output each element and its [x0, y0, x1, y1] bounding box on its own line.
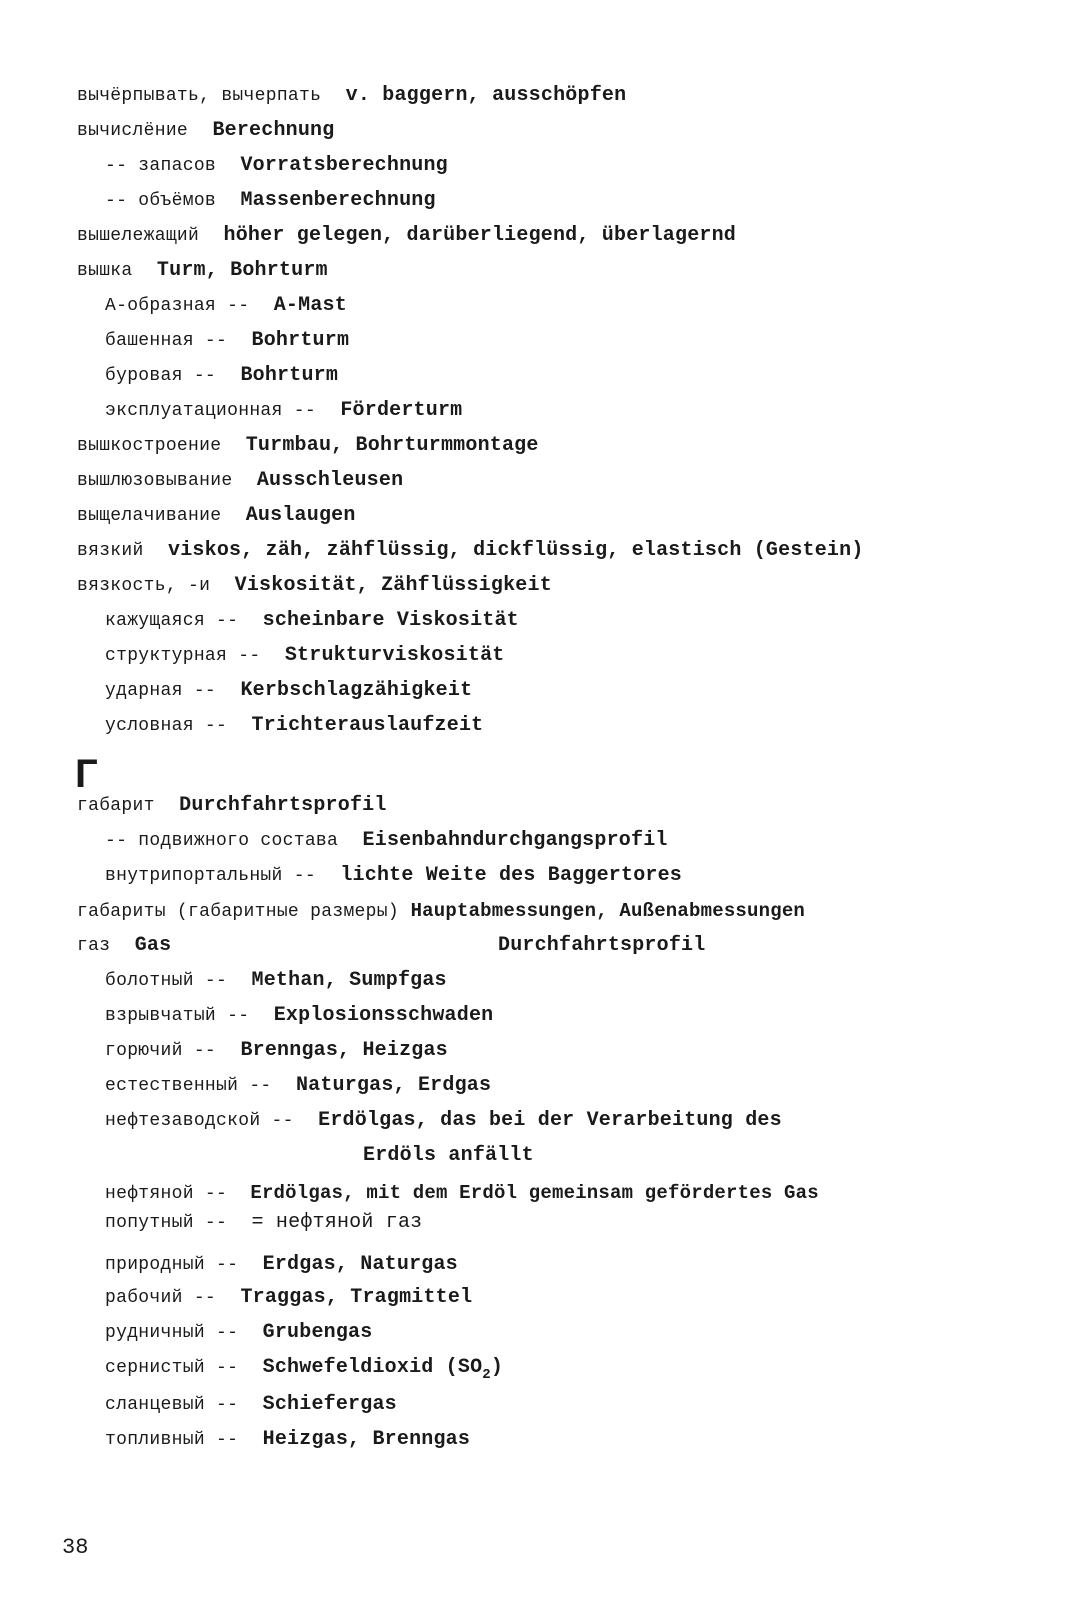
list-item: габариты (габаритные размеры) Hauptabmessungen, Außenabmessungen — [77, 900, 806, 922]
list-item: внутрипортальный -- lichte Weite des Baggertores — [105, 864, 682, 887]
list-item: эксплуатационная -- Förderturm — [105, 399, 463, 422]
list-item: -- запасов Vorratsberechnung — [105, 154, 448, 177]
list-item: буровая -- Bohrturm — [105, 364, 339, 387]
list-item: вычёрпывать, вычерпать v. baggern, ausschöpfen — [77, 84, 627, 107]
list-item: кажущаяся -- scheinbare Viskosität — [105, 609, 519, 632]
list-item: рабочий -- Traggas, Tragmittel — [105, 1286, 473, 1309]
list-item: естественный -- Naturgas, Erdgas — [105, 1074, 492, 1097]
list-item: вязкий viskos, zäh, zähflüssig, dickflüssig, elastisch (Gestein) — [77, 539, 864, 562]
subscript: 2 — [482, 1367, 491, 1383]
list-item: -- подвижного состава Eisenbahndurchgangsprofil — [105, 829, 668, 852]
section-letter: Г — [75, 752, 98, 796]
list-item: башенная -- Bohrturm — [105, 329, 350, 352]
list-item: газ Gas — [77, 934, 172, 957]
list-item: болотный -- Methan, Sumpfgas — [105, 969, 447, 992]
list-item: вязкость, -и Viskosität, Zähflüssigkeit — [77, 574, 552, 597]
list-item: условная -- Trichterauslaufzeit — [105, 714, 484, 737]
list-item: нефтезаводской -- Erdölgas, das bei der Verarbeitung des — [105, 1109, 782, 1132]
list-item: сланцевый -- Schiefergas — [105, 1393, 397, 1416]
list-item: ударная -- Kerbschlagzähigkeit — [105, 679, 473, 702]
list-item: вычислёние Berechnung — [77, 119, 335, 142]
list-item: природный -- Erdgas, Naturgas — [105, 1253, 458, 1276]
list-item: горючий -- Brenngas, Heizgas — [105, 1039, 448, 1062]
list-item-continuation: Erdöls anfällt — [363, 1144, 534, 1167]
list-item: взрывчатый -- Explosionsschwaden — [105, 1004, 494, 1027]
list-item: выщелачивание Auslaugen — [77, 504, 356, 527]
list-item: габарит Durchfahrtsprofil — [77, 794, 387, 817]
extra-note: Durchfahrtsprofil — [498, 934, 706, 957]
list-item: вышележащий höher gelegen, darüberliegend, überlagernd — [77, 224, 737, 247]
list-item: сернистый -- Schwefeldioxid $(SO_2)$ — [105, 1356, 504, 1383]
list-item: -- объёмов Massenberechnung — [105, 189, 436, 212]
list-item: А-образная -- A-Mast — [105, 294, 347, 317]
list-item: попутный -- = нефтяной газ — [105, 1211, 423, 1234]
list-item: рудничный -- Grubengas — [105, 1321, 373, 1344]
list-item: топливный -- Heizgas, Brenngas — [105, 1428, 471, 1451]
list-item: нефтяной -- Erdölgas, mit dem Erdöl gemeinsam gefördertes Gas — [105, 1182, 819, 1204]
list-item: вышлюзовывание Ausschleusen — [77, 469, 404, 492]
list-item: вышкостроение Turmbau, Bohrturmmontage — [77, 434, 539, 457]
page-number: 38 — [62, 1535, 89, 1560]
list-item: структурная -- Strukturviskosität — [105, 644, 505, 667]
list-item: вышка Turm, Bohrturm — [77, 259, 328, 282]
